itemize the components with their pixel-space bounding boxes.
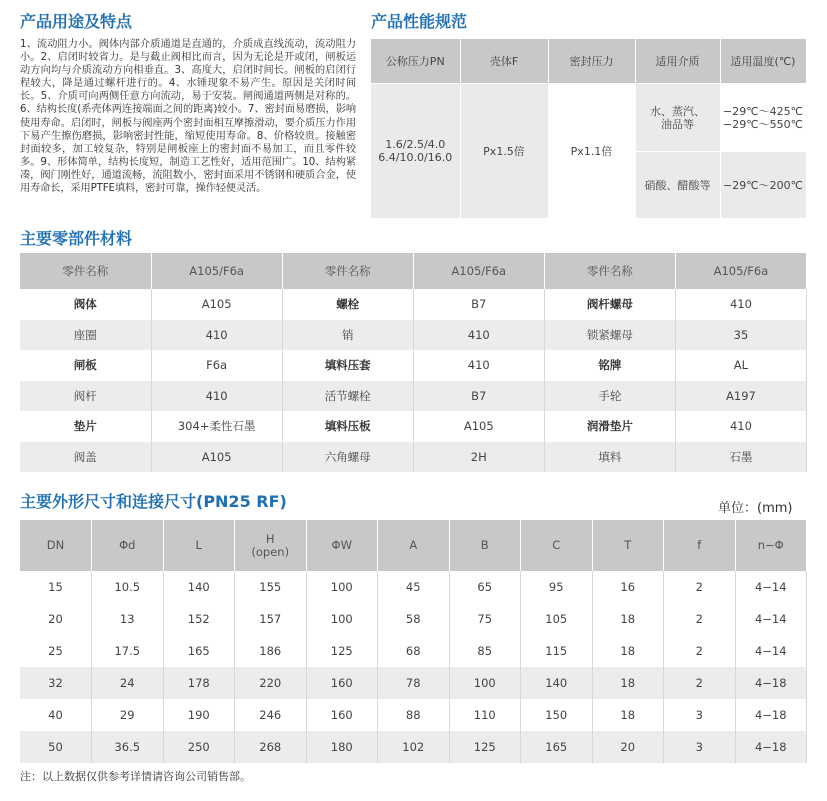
table-cell: 25 (20, 635, 92, 667)
table-cell: 100 (449, 667, 521, 699)
perf-temp: −29℃～425℃ −29℃～550℃ (720, 84, 806, 152)
table-cell: B7 (413, 289, 544, 320)
table-cell: 六角螺母 (282, 442, 413, 473)
table-cell: 150 (521, 699, 593, 731)
table-cell: 75 (449, 603, 521, 635)
perf-pressure: 1.6/2.5/4.0 6.4/10.0/16.0 (371, 84, 460, 218)
perf-shell: Px1.5倍 (460, 84, 548, 218)
dim-header: DN (20, 520, 92, 571)
mat-header-part: 零件名称 (20, 253, 151, 289)
mat-header-part: 零件名称 (282, 253, 413, 289)
dimensions-table (20, 520, 807, 763)
table-row (20, 603, 807, 635)
table-cell: 304+柔性石墨 (151, 411, 282, 442)
table-cell: 246 (235, 699, 307, 731)
materials-table (20, 253, 807, 472)
perf-header-shell: 壳体F (460, 39, 548, 84)
table-cell: AL (675, 350, 806, 381)
table-cell: 螺栓 (282, 289, 413, 320)
table-cell: 锁紧螺母 (544, 320, 675, 351)
table-cell: 活节螺栓 (282, 381, 413, 412)
table-cell: 润滑垫片 (544, 411, 675, 442)
table-cell: 178 (163, 667, 235, 699)
table-cell: 4−14 (735, 635, 807, 667)
table-cell: 29 (92, 699, 164, 731)
table-cell: 4−18 (735, 731, 807, 763)
table-cell: 2 (664, 667, 736, 699)
table-cell: 165 (521, 731, 593, 763)
table-cell: 填料压板 (282, 411, 413, 442)
dimensions-header-row (20, 520, 807, 571)
table-cell: 4−14 (735, 603, 807, 635)
table-cell: 410 (675, 411, 806, 442)
mat-header-part: 零件名称 (544, 253, 675, 289)
table-cell: 65 (449, 571, 521, 603)
table-cell: A105 (151, 442, 282, 473)
dim-header: n−Φ (735, 520, 807, 571)
materials-header-row (20, 253, 807, 289)
materials-title: 主要零部件材料 (20, 229, 133, 248)
table-cell: 手轮 (544, 381, 675, 412)
table-row (20, 381, 807, 412)
table-cell: 58 (378, 603, 450, 635)
performance-header-row (371, 39, 806, 84)
table-cell: 阀盖 (20, 442, 151, 473)
table-row (20, 699, 807, 731)
table-cell: 18 (592, 699, 664, 731)
dim-header: f (664, 520, 736, 571)
table-cell: 36.5 (92, 731, 164, 763)
table-cell: 410 (151, 320, 282, 351)
table-cell: 24 (92, 667, 164, 699)
table-cell: 40 (20, 699, 92, 731)
table-cell: 32 (20, 667, 92, 699)
perf-header-pressure: 公称压力PN (371, 39, 460, 84)
table-cell: 68 (378, 635, 450, 667)
table-cell: 410 (151, 381, 282, 412)
table-cell: 160 (306, 699, 378, 731)
table-cell: 125 (306, 635, 378, 667)
table-cell: 阀杆螺母 (544, 289, 675, 320)
table-row (20, 635, 807, 667)
table-cell: 20 (592, 731, 664, 763)
table-row (20, 571, 807, 603)
features-description: 1、流动阻力小。阀体内部介质通道是直通的，介质成直线流动，流动阻力小。2、启闭时较省力。是与截止阀相比而言，因为无论是开或闭，闸板运动方向均与介质流动方向相垂直。3、高度大，启闭时间长。闸板的启闭行程较大，降是通过螺杆进行的。4、水锤现象不易产生。原因是关闭时间长。5、介质可向两侧任意方向流动，易于安装。闸阀通道两侧是对称的。6、结构长度(系壳体两连接端面之间的距离)较小。7、密封面易磨损，影响使用寿命。启闭时，闸板与阀座两个密封面相互摩擦滑动，要介质压力作用下易产生擦伤磨损，影响密封性能，缩短使用寿命。8、价格较贵。接触密封面较多，加工较复杂，特别是闸板座上的密封面不易加工，而且零件较多。9、形体简单，结构长度短，制造工艺性好，适用范围广。10、结构紧凑，阀门刚性好，通道流畅，流阻数小，密封面采用不锈钢和硬质合金，使用寿命长，采用PTFE填料，密封可靠，操作轻便灵活。 (20, 39, 356, 195)
dimensions-title: 主要外形尺寸和连接尺寸(PN25 RF) (20, 492, 287, 511)
table-cell: 88 (378, 699, 450, 731)
table-cell: 157 (235, 603, 307, 635)
table-cell: A105 (151, 289, 282, 320)
table-cell: 20 (20, 603, 92, 635)
table-cell: 10.5 (92, 571, 164, 603)
table-cell: 填料 (544, 442, 675, 473)
perf-seal: Px1.1倍 (548, 84, 635, 218)
table-row (20, 442, 807, 473)
table-cell: 45 (378, 571, 450, 603)
dim-header: A (378, 520, 450, 571)
table-cell: A105 (413, 411, 544, 442)
table-cell: 4−14 (735, 571, 807, 603)
table-cell: 闸板 (20, 350, 151, 381)
table-cell: 2H (413, 442, 544, 473)
table-cell: 3 (664, 731, 736, 763)
table-cell: 110 (449, 699, 521, 731)
table-row (20, 289, 807, 320)
perf-header-seal: 密封压力 (548, 39, 635, 84)
table-cell: 阀体 (20, 289, 151, 320)
table-cell: 268 (235, 731, 307, 763)
table-cell: 阀杆 (20, 381, 151, 412)
table-cell: 铭牌 (544, 350, 675, 381)
table-cell: 50 (20, 731, 92, 763)
table-cell: 13 (92, 603, 164, 635)
table-cell: 410 (413, 350, 544, 381)
perf-medium: 硝酸、醋酸等 (635, 152, 720, 218)
table-cell: 垫片 (20, 411, 151, 442)
table-cell: 18 (592, 635, 664, 667)
table-row (20, 731, 807, 763)
perf-header-medium: 适用介质 (635, 39, 720, 84)
table-cell: 102 (378, 731, 450, 763)
dim-header: C (521, 520, 593, 571)
table-cell: 186 (235, 635, 307, 667)
table-cell: 180 (306, 731, 378, 763)
dim-header: L (163, 520, 235, 571)
table-row (20, 411, 807, 442)
table-cell: 2 (664, 635, 736, 667)
table-cell: 100 (306, 603, 378, 635)
mat-header-material: A105/F6a (151, 253, 282, 289)
table-cell: 石墨 (675, 442, 806, 473)
table-cell: 4−18 (735, 699, 807, 731)
table-cell: 3 (664, 699, 736, 731)
table-cell: 95 (521, 571, 593, 603)
features-title: 产品用途及特点 (20, 12, 133, 31)
mat-header-material: A105/F6a (675, 253, 806, 289)
table-cell: 填料压套 (282, 350, 413, 381)
table-row (20, 667, 807, 699)
performance-row (371, 84, 806, 152)
table-cell: F6a (151, 350, 282, 381)
table-cell: 155 (235, 571, 307, 603)
table-cell: 17.5 (92, 635, 164, 667)
table-cell: A197 (675, 381, 806, 412)
mat-header-material: A105/F6a (413, 253, 544, 289)
dim-header: Φd (92, 520, 164, 571)
dim-header: ΦW (306, 520, 378, 571)
table-cell: 220 (235, 667, 307, 699)
unit-label: 单位：(mm) (718, 501, 793, 516)
table-cell: 78 (378, 667, 450, 699)
table-cell: 125 (449, 731, 521, 763)
performance-title: 产品性能规范 (371, 12, 468, 31)
table-cell: 152 (163, 603, 235, 635)
table-cell: 35 (675, 320, 806, 351)
table-cell: 2 (664, 571, 736, 603)
table-cell: 160 (306, 667, 378, 699)
table-row (20, 320, 807, 351)
table-cell: 105 (521, 603, 593, 635)
table-cell: 2 (664, 603, 736, 635)
perf-header-temp: 适用温度(℃) (720, 39, 806, 84)
table-cell: 85 (449, 635, 521, 667)
dim-header: T (592, 520, 664, 571)
perf-medium: 水、蒸汽、 油品等 (635, 84, 720, 152)
table-cell: 销 (282, 320, 413, 351)
table-cell: 座圈 (20, 320, 151, 351)
dim-header: H (open) (235, 520, 307, 571)
table-cell: 410 (675, 289, 806, 320)
table-cell: 165 (163, 635, 235, 667)
table-cell: 15 (20, 571, 92, 603)
footnote: 注：以上数据仅供参考详情请咨询公司销售部。 (20, 770, 251, 783)
table-row (20, 350, 807, 381)
performance-table (371, 39, 807, 218)
dim-header: B (449, 520, 521, 571)
table-cell: 18 (592, 603, 664, 635)
table-cell: 100 (306, 571, 378, 603)
perf-temp: −29℃～200℃ (720, 152, 806, 218)
table-cell: 18 (592, 667, 664, 699)
table-cell: 140 (163, 571, 235, 603)
table-cell: 16 (592, 571, 664, 603)
table-cell: 4−18 (735, 667, 807, 699)
table-cell: 410 (413, 320, 544, 351)
table-cell: 190 (163, 699, 235, 731)
table-cell: 140 (521, 667, 593, 699)
table-cell: 115 (521, 635, 593, 667)
table-cell: 250 (163, 731, 235, 763)
table-cell: B7 (413, 381, 544, 412)
